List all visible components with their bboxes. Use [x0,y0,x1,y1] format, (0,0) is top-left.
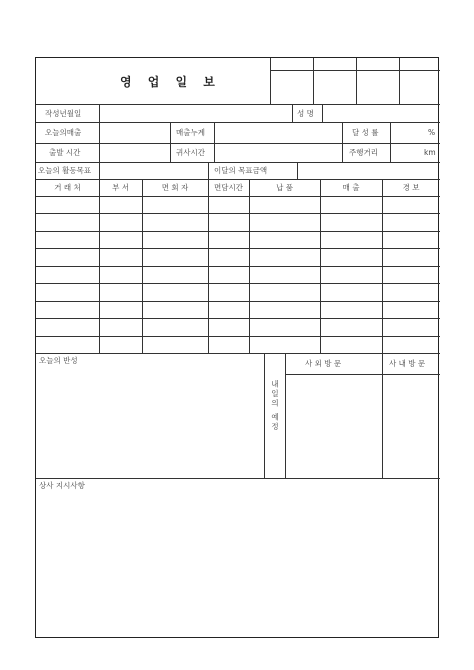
approval-divider [270,70,440,71]
section-divider [36,353,440,354]
percent-unit: % [428,128,436,137]
outside-visit-label: 사 외 방 문 [305,359,342,368]
cell-divider [214,122,215,162]
table-row-divider [36,266,440,267]
month-goal-label: 이달의 목표금액 [214,166,268,175]
reflection-label: 오늘의 반성 [39,356,78,365]
row-divider [36,143,440,144]
cell-divider [99,104,100,122]
cell-divider [170,122,171,162]
cell-divider [208,162,209,179]
approval-divider [356,58,357,104]
table-row-divider [36,318,440,319]
today-sales-label: 오늘의매출 [45,128,82,137]
row-divider [36,104,440,105]
cell-divider [99,122,100,162]
approval-divider [270,58,271,104]
row-divider [36,122,440,123]
table-row-divider [36,213,440,214]
form-title: 영 업 일 보 [120,75,221,89]
sales-total-label: 매출누계 [176,128,205,137]
approval-divider [399,58,400,104]
cell-divider [322,104,323,122]
table-row-divider [36,196,440,197]
table-row-divider [36,301,440,302]
table-row-divider [36,248,440,249]
supervisor-label: 상사 지시사항 [39,481,85,490]
table-header-cell: 경 보 [402,183,420,192]
table-row-divider [36,283,440,284]
table-row-divider [36,336,440,337]
return-label: 귀사시간 [176,148,205,157]
row-divider [36,162,440,163]
approval-divider [313,58,314,104]
row-divider [36,179,440,180]
activity-goal-label: 오늘의 활동목표 [38,166,92,175]
distance-label: 주행거리 [349,148,378,157]
cell-divider [297,162,298,179]
achievement-label: 달 성 률 [352,128,379,137]
km-unit: km [424,148,436,157]
section-divider [36,478,440,479]
cell-divider [99,162,100,179]
table-header-cell: 면 회 자 [161,183,189,192]
departure-label: 출발 시간 [49,148,81,157]
cell-divider [285,353,286,478]
date-label: 작성년월일 [45,109,82,118]
table-header-cell: 매 출 [342,183,360,192]
name-label: 성 명 [297,109,314,118]
table-header-cell: 거 래 처 [54,183,81,192]
cell-divider [264,353,265,478]
inside-visit-label: 사 내 방 문 [389,359,426,368]
cell-divider [390,122,391,162]
plan-label: 내일의 예정 [270,380,280,432]
sales-daily-report-form [35,57,439,638]
table-row-divider [36,231,440,232]
table-header-cell: 부 서 [112,183,129,192]
cell-divider [382,353,383,478]
cell-divider [285,374,440,375]
cell-divider [292,104,293,122]
cell-divider [342,122,343,162]
table-header-cell: 납 품 [276,183,293,192]
table-header-cell: 면담시간 [214,183,243,192]
